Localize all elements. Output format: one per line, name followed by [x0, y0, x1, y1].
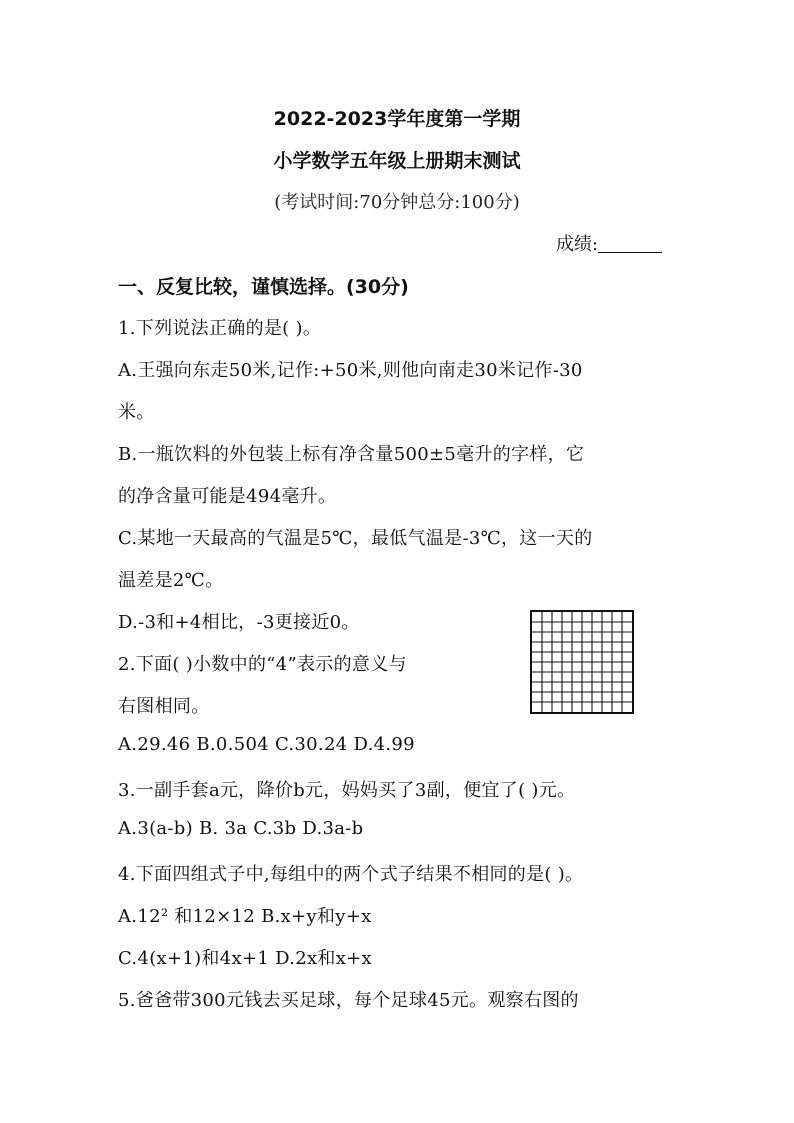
q4-options-line1: A.12² 和12×12 B.x+y和y+x: [118, 906, 372, 927]
q1-option-c-line2: 温差是2℃。: [118, 570, 224, 591]
q4-stem: 4.下面四组式子中,每组中的两个式子结果不相同的是( )。: [118, 864, 584, 885]
section-heading: 一、反复比较，谨慎选择。(30分): [118, 276, 409, 298]
score-field: [556, 230, 662, 256]
q3-options: A.3(a-b) B. 3a C.3b D.3a-b: [118, 818, 364, 839]
q1-stem: 1.下列说法正确的是( )。: [118, 318, 322, 339]
exam-info: (考试时间:70分钟总分:100分): [274, 192, 520, 213]
q2-stem-line2: 右图相同。: [118, 696, 210, 717]
q1-option-d: D.-3和+4相比，-3更接近0。: [118, 612, 360, 633]
q5-stem-line1: 5.爸爸带300元钱去买足球，每个足球45元。观察右图的: [118, 990, 579, 1011]
q4-options-line2: C.4(x+1)和4x+1 D.2x和x+x: [118, 948, 372, 969]
q3-stem: 3.一副手套a元，降价b元，妈妈买了3副，便宜了( )元。: [118, 780, 576, 801]
grid-figure: [530, 610, 634, 714]
title-line-1: 2022-2023学年度第一学期: [273, 108, 521, 130]
q1-option-b-line1: B.一瓶饮料的外包装上标有净含量500±5毫升的字样，它: [118, 444, 585, 465]
score-blank: [598, 234, 662, 253]
q2-options: A.29.46 B.0.504 C.30.24 D.4.99: [118, 734, 415, 755]
grid-svg: [532, 612, 632, 712]
q1-option-a-line1: A.王强向东走50米,记作:+50米,则他向南走30米记作-30: [118, 360, 583, 381]
q1-option-b-line2: 的净含量可能是494毫升。: [118, 486, 337, 507]
score-label: 成绩:: [556, 234, 599, 255]
q1-option-c-line1: C.某地一天最高的气温是5℃，最低气温是-3℃，这一天的: [118, 528, 593, 549]
q2-stem-line1: 2.下面( )小数中的“4”表示的意义与: [118, 654, 407, 675]
title-line-2: 小学数学五年级上册期末测试: [273, 150, 521, 172]
q1-option-a-line2: 米。: [118, 402, 155, 423]
